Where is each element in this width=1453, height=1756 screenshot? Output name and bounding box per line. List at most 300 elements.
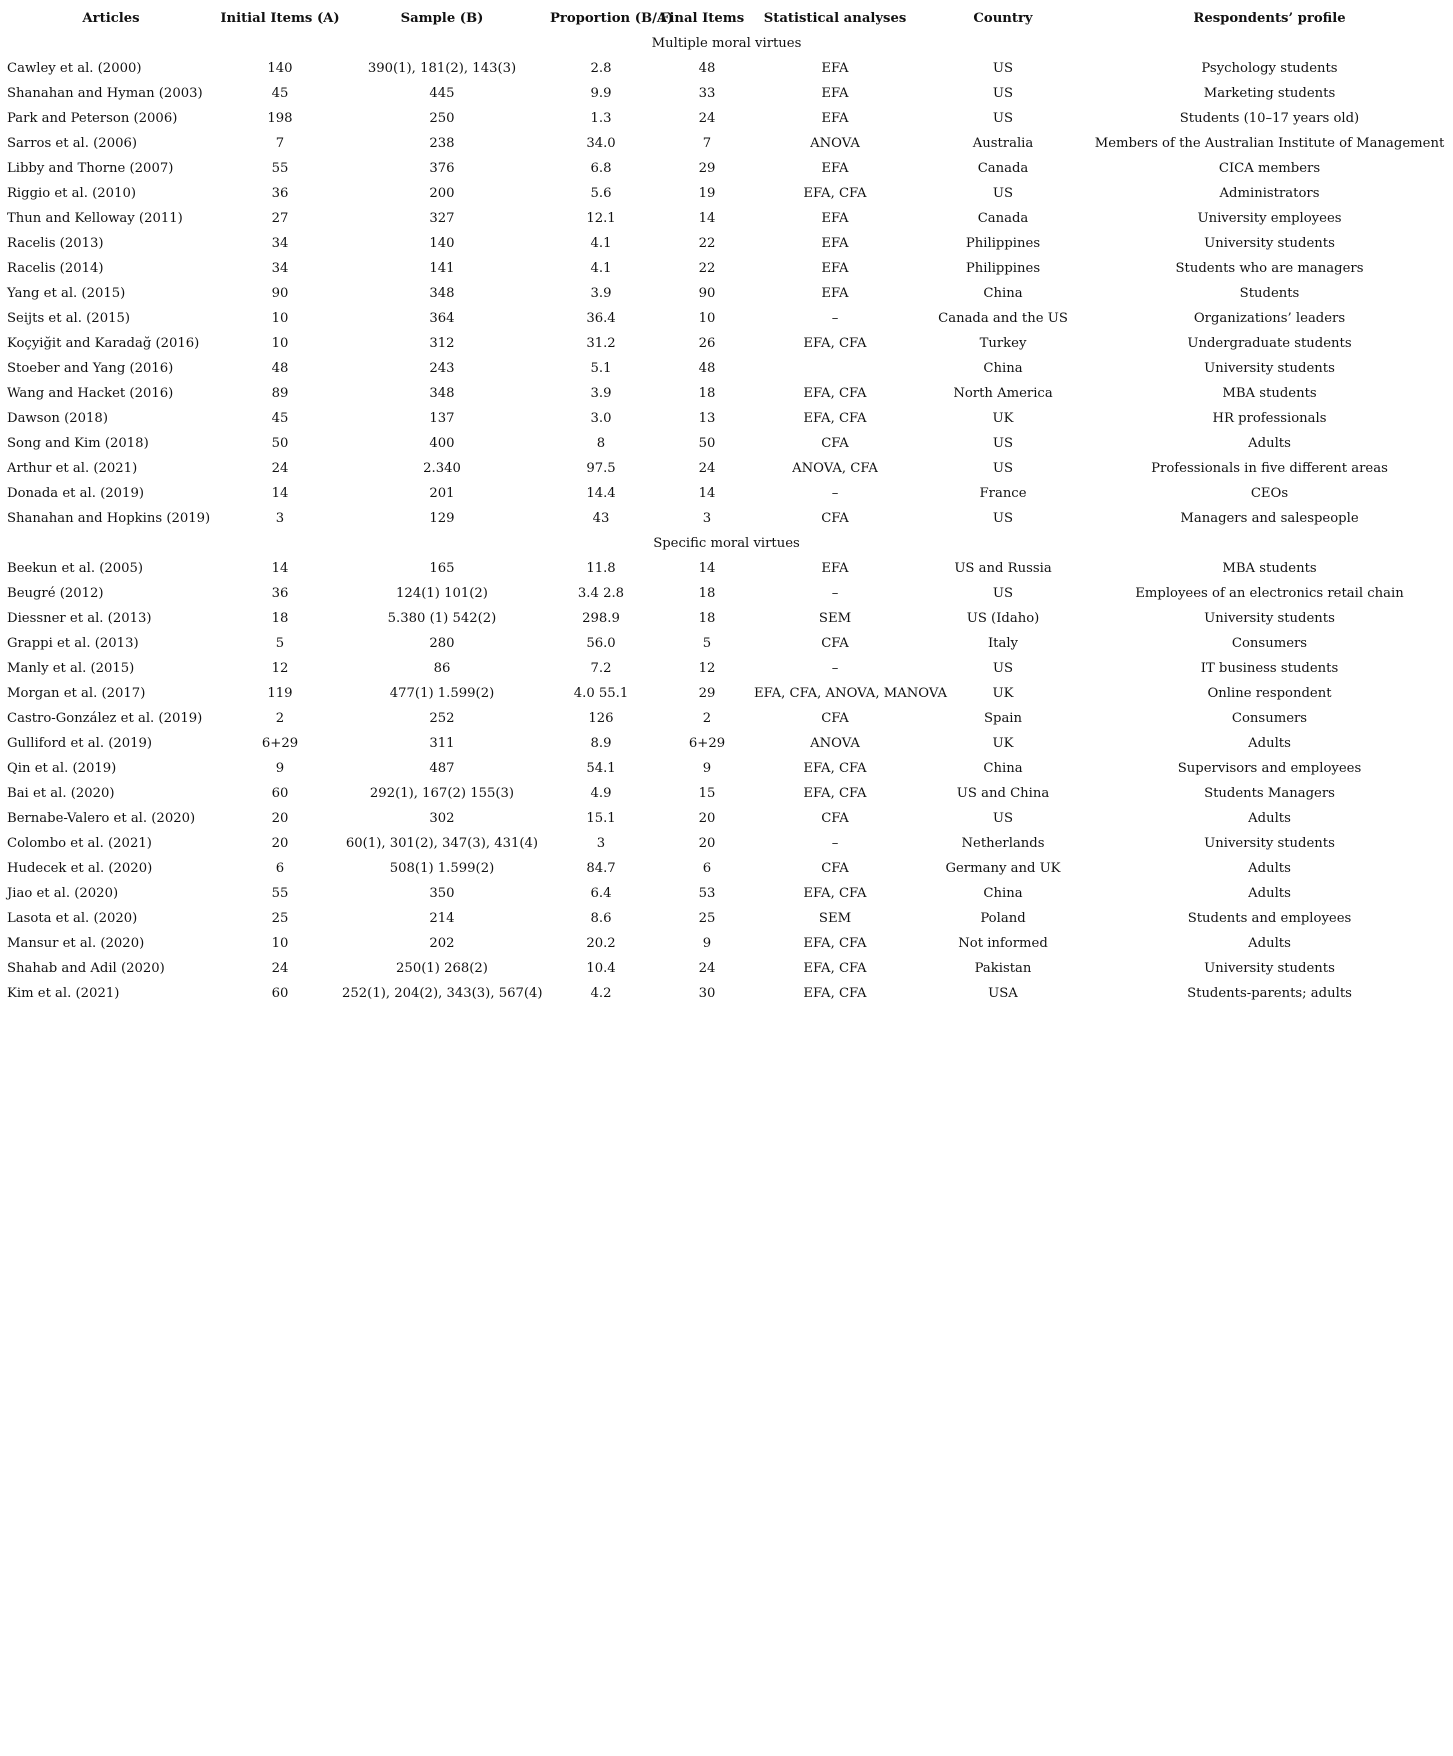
statistical-analyses-cell: EFA, CFA (803, 336, 867, 351)
proportion-cell: 6.4 (590, 886, 612, 901)
statistical-analyses-cell: – (831, 311, 839, 326)
respondents-profile-cell: Adults (1248, 811, 1291, 826)
article-cell: Sarros et al. (2006) (7, 136, 138, 151)
table-row (4, 881, 1449, 906)
initial-items-cell: 48 (271, 361, 289, 376)
sample-cell: 250(1) 268(2) (396, 961, 488, 976)
final-items-cell: 12 (698, 661, 716, 676)
initial-items-cell: 60 (271, 986, 289, 1001)
sample-cell: 376 (429, 161, 455, 176)
respondents-profile-cell: IT business students (1200, 661, 1339, 676)
proportion-cell: 8 (596, 436, 606, 451)
table-row (4, 581, 1449, 606)
final-items-cell: 90 (698, 286, 716, 301)
initial-items-cell: 34 (271, 236, 289, 251)
respondents-profile-cell: Administrators (1219, 186, 1320, 201)
respondents-profile-cell: Professionals in five different areas (1151, 461, 1388, 476)
proportion-cell: 8.6 (590, 911, 612, 926)
table-row (4, 906, 1449, 931)
statistical-analyses-cell: EFA, CFA (803, 761, 867, 776)
country-cell: US (992, 186, 1014, 201)
proportion-cell: 3.9 (590, 386, 612, 401)
final-items-cell: 14 (698, 486, 716, 501)
respondents-profile-cell: Psychology students (1201, 61, 1338, 76)
table-row (4, 756, 1449, 781)
table-row (4, 681, 1449, 706)
country-cell: Philippines (965, 261, 1041, 276)
sample-cell: 2.340 (423, 461, 461, 476)
section-header-row (4, 531, 1449, 556)
initial-items-cell: 90 (271, 286, 289, 301)
statistical-analyses-cell: EFA, CFA, ANOVA, MANOVA (754, 686, 948, 701)
sample-cell: 252 (429, 711, 455, 726)
sample-cell: 445 (429, 86, 455, 101)
country-cell: Philippines (965, 236, 1041, 251)
proportion-cell: 4.2 (590, 986, 612, 1001)
initial-items-cell: 9 (275, 761, 285, 776)
respondents-profile-cell: MBA students (1222, 386, 1317, 401)
table-row (4, 181, 1449, 206)
table-row (4, 156, 1449, 181)
article-cell: Koçyiğit and Karadağ (2016) (7, 336, 200, 351)
proportion-cell: 12.1 (586, 211, 616, 226)
country-cell: China (983, 886, 1023, 901)
respondents-profile-cell: Adults (1248, 936, 1291, 951)
final-items-cell: 9 (702, 761, 712, 776)
article-cell: Qin et al. (2019) (7, 761, 117, 776)
proportion-cell: 4.0 55.1 (573, 686, 629, 701)
country-cell: China (983, 361, 1023, 376)
header-proportion: Proportion (B/A) (550, 11, 674, 26)
initial-items-cell: 50 (271, 436, 289, 451)
proportion-cell: 3.0 (590, 411, 612, 426)
final-items-cell: 22 (698, 261, 716, 276)
table-row (4, 206, 1449, 231)
initial-items-cell: 45 (271, 86, 289, 101)
initial-items-cell: 45 (271, 411, 289, 426)
statistical-analyses-cell: EFA (821, 111, 849, 126)
article-cell: Libby and Thorne (2007) (7, 161, 174, 176)
sample-cell: 302 (429, 811, 455, 826)
table-row (4, 706, 1449, 731)
sample-cell: 124(1) 101(2) (396, 586, 488, 601)
initial-items-cell: 198 (267, 111, 293, 126)
proportion-cell: 3.9 (590, 286, 612, 301)
proportion-cell: 31.2 (586, 336, 616, 351)
respondents-profile-cell: Adults (1248, 861, 1291, 876)
article-cell: Beugré (2012) (7, 586, 104, 601)
article-cell: Park and Peterson (2006) (7, 111, 178, 126)
sample-cell: 508(1) 1.599(2) (389, 861, 495, 876)
sample-cell: 312 (429, 336, 455, 351)
respondents-profile-cell: Students and employees (1187, 911, 1352, 926)
sample-cell: 364 (429, 311, 455, 326)
article-cell: Stoeber and Yang (2016) (7, 361, 174, 376)
respondents-profile-cell: University employees (1197, 211, 1342, 226)
article-cell: Wang and Hacket (2016) (7, 386, 174, 401)
table-row (4, 806, 1449, 831)
country-cell: US (992, 511, 1014, 526)
sample-cell: 202 (429, 936, 455, 951)
initial-items-cell: 10 (271, 936, 289, 951)
country-cell: UK (992, 736, 1014, 751)
proportion-cell: 5.6 (590, 186, 612, 201)
final-items-cell: 29 (698, 161, 716, 176)
table-row (4, 556, 1449, 581)
final-items-cell: 22 (698, 236, 716, 251)
final-items-cell: 15 (698, 786, 716, 801)
proportion-cell: 43 (592, 511, 610, 526)
table-row (4, 406, 1449, 431)
initial-items-cell: 7 (275, 136, 285, 151)
respondents-profile-cell: Marketing students (1203, 86, 1336, 101)
table-row (4, 356, 1449, 381)
proportion-cell: 3 (596, 836, 606, 851)
statistical-analyses-cell: – (831, 836, 839, 851)
final-items-cell: 29 (698, 686, 716, 701)
statistical-analyses-cell: – (831, 486, 839, 501)
statistical-analyses-cell: CFA (821, 636, 849, 651)
proportion-cell: 2.8 (590, 61, 612, 76)
statistical-analyses-cell: EFA (821, 211, 849, 226)
respondents-profile-cell: Students Managers (1204, 786, 1335, 801)
table-row (4, 456, 1449, 481)
table-row (4, 931, 1449, 956)
initial-items-cell: 27 (271, 211, 289, 226)
respondents-profile-cell: University students (1204, 236, 1335, 251)
country-cell: China (983, 286, 1023, 301)
country-cell: Turkey (979, 336, 1027, 351)
final-items-cell: 5 (702, 636, 712, 651)
table-row (4, 981, 1449, 1006)
final-items-cell: 25 (698, 911, 716, 926)
country-cell: Netherlands (961, 836, 1045, 851)
statistical-analyses-cell: EFA, CFA (803, 986, 867, 1001)
initial-items-cell: 55 (271, 886, 289, 901)
sample-cell: 280 (429, 636, 455, 651)
sample-cell: 250 (429, 111, 455, 126)
table-row (4, 231, 1449, 256)
initial-items-cell: 10 (271, 336, 289, 351)
final-items-cell: 20 (698, 811, 716, 826)
proportion-cell: 1.3 (590, 111, 612, 126)
statistical-analyses-cell: ANOVA, CFA (792, 461, 878, 476)
statistical-analyses-cell: EFA, CFA (803, 961, 867, 976)
sample-cell: 141 (429, 261, 455, 276)
table-row (4, 256, 1449, 281)
country-cell: Poland (980, 911, 1026, 926)
sample-cell: 348 (429, 286, 455, 301)
sample-cell: 200 (429, 186, 455, 201)
country-cell: US and Russia (954, 561, 1052, 576)
statistical-analyses-cell: EFA (821, 236, 849, 251)
initial-items-cell: 119 (267, 686, 293, 701)
initial-items-cell: 20 (271, 811, 289, 826)
header-country: Country (973, 11, 1033, 26)
statistical-analyses-cell: SEM (818, 911, 852, 926)
final-items-cell: 50 (698, 436, 716, 451)
country-cell: Canada (977, 161, 1029, 176)
proportion-cell: 5.1 (590, 361, 612, 376)
initial-items-cell: 6+29 (261, 736, 299, 751)
proportion-cell: 15.1 (586, 811, 616, 826)
article-cell: Arthur et al. (2021) (7, 461, 138, 476)
respondents-profile-cell: Adults (1248, 436, 1291, 451)
article-cell: Riggio et al. (2010) (7, 186, 136, 201)
respondents-profile-cell: Employees of an electronics retail chain (1135, 586, 1404, 601)
initial-items-cell: 24 (271, 961, 289, 976)
statistical-analyses-cell: EFA (821, 561, 849, 576)
country-cell: UK (992, 411, 1014, 426)
proportion-cell: 56.0 (586, 636, 616, 651)
country-cell: US (992, 436, 1014, 451)
initial-items-cell: 89 (271, 386, 289, 401)
statistical-analyses-cell: – (831, 661, 839, 676)
final-items-cell: 2 (702, 711, 712, 726)
statistical-analyses-cell: SEM (818, 611, 852, 626)
statistical-analyses-cell: CFA (821, 811, 849, 826)
table-row (4, 656, 1449, 681)
country-cell: US (992, 86, 1014, 101)
article-cell: Hudecek et al. (2020) (7, 861, 153, 876)
article-cell: Cawley et al. (2000) (7, 61, 142, 76)
table-row (4, 481, 1449, 506)
header-final-items: Final Items (660, 11, 745, 26)
sample-cell: 252(1), 204(2), 343(3), 567(4) (342, 986, 543, 1001)
proportion-cell: 84.7 (586, 861, 616, 876)
respondents-profile-cell: Consumers (1231, 711, 1308, 726)
statistical-analyses-cell: CFA (821, 436, 849, 451)
sample-cell: 477(1) 1.599(2) (389, 686, 495, 701)
proportion-cell: 298.9 (582, 611, 620, 626)
country-cell: Australia (972, 136, 1034, 151)
country-cell: US (992, 111, 1014, 126)
final-items-cell: 10 (698, 311, 716, 326)
initial-items-cell: 25 (271, 911, 289, 926)
statistical-analyses-cell: EFA, CFA (803, 786, 867, 801)
respondents-profile-cell: MBA students (1222, 561, 1317, 576)
table-row (4, 131, 1449, 156)
statistical-analyses-cell: ANOVA (810, 736, 860, 751)
article-cell: Dawson (2018) (7, 411, 108, 426)
statistical-analyses-cell: EFA (821, 61, 849, 76)
article-cell: Manly et al. (2015) (7, 661, 135, 676)
article-cell: Shanahan and Hyman (2003) (7, 86, 203, 101)
respondents-profile-cell: CEOs (1250, 486, 1289, 501)
table-row (4, 506, 1449, 531)
proportion-cell: 9.9 (590, 86, 612, 101)
initial-items-cell: 6 (275, 861, 285, 876)
country-cell: US (992, 586, 1014, 601)
sample-cell: 292(1), 167(2) 155(3) (369, 786, 515, 801)
header-initial-items: Initial Items (A) (220, 11, 340, 26)
country-cell: Not informed (958, 936, 1048, 951)
statistical-analyses-cell: CFA (821, 711, 849, 726)
proportion-cell: 34.0 (586, 136, 616, 151)
header-articles: Articles (82, 11, 140, 26)
section-title: Multiple moral virtues (651, 36, 802, 51)
article-cell: Yang et al. (2015) (7, 286, 126, 301)
article-cell: Racelis (2014) (7, 261, 104, 276)
country-cell: US (992, 61, 1014, 76)
country-cell: North America (953, 386, 1053, 401)
article-cell: Lasota et al. (2020) (7, 911, 138, 926)
country-cell: Canada and the US (938, 311, 1068, 326)
section-header-row (4, 31, 1449, 56)
sample-cell: 238 (429, 136, 455, 151)
section-title: Specific moral virtues (653, 536, 800, 551)
final-items-cell: 6 (702, 861, 712, 876)
respondents-profile-cell: Students-parents; adults (1187, 986, 1352, 1001)
table-header-row (4, 6, 1449, 31)
statistical-analyses-cell: EFA, CFA (803, 886, 867, 901)
article-cell: Grappi et al. (2013) (7, 636, 139, 651)
sample-cell: 327 (429, 211, 455, 226)
country-cell: US (992, 661, 1014, 676)
statistical-analyses-cell (754, 356, 916, 381)
header-respondents-profile: Respondents’ profile (1193, 11, 1346, 26)
statistical-analyses-cell: EFA (821, 161, 849, 176)
proportion-cell: 20.2 (586, 936, 616, 951)
respondents-profile-cell: University students (1204, 961, 1335, 976)
table-row (4, 831, 1449, 856)
proportion-cell: 11.8 (586, 561, 616, 576)
sample-cell: 243 (429, 361, 455, 376)
final-items-cell: 24 (698, 461, 716, 476)
final-items-cell: 13 (698, 411, 716, 426)
table-row (4, 781, 1449, 806)
table-row (4, 431, 1449, 456)
proportion-cell: 4.1 (590, 261, 612, 276)
article-cell: Colombo et al. (2021) (7, 836, 152, 851)
sample-cell: 165 (429, 561, 455, 576)
final-items-cell: 48 (698, 61, 716, 76)
country-cell: China (983, 761, 1023, 776)
country-cell: US (992, 461, 1014, 476)
initial-items-cell: 3 (275, 511, 285, 526)
table-row (4, 856, 1449, 881)
initial-items-cell: 55 (271, 161, 289, 176)
statistical-analyses-cell: ANOVA (810, 136, 860, 151)
final-items-cell: 14 (698, 561, 716, 576)
initial-items-cell: 12 (271, 661, 289, 676)
final-items-cell: 20 (698, 836, 716, 851)
final-items-cell: 48 (698, 361, 716, 376)
statistical-analyses-cell: EFA, CFA (803, 186, 867, 201)
proportion-cell: 7.2 (590, 661, 612, 676)
table-row (4, 631, 1449, 656)
final-items-cell: 18 (698, 586, 716, 601)
final-items-cell: 53 (698, 886, 716, 901)
sample-cell: 390(1), 181(2), 143(3) (367, 61, 517, 76)
table-row (4, 606, 1449, 631)
sample-cell: 86 (433, 661, 451, 676)
initial-items-cell: 34 (271, 261, 289, 276)
proportion-cell: 3.4 2.8 (577, 586, 625, 601)
initial-items-cell: 5 (275, 636, 285, 651)
respondents-profile-cell: Supervisors and employees (1177, 761, 1362, 776)
initial-items-cell: 14 (271, 561, 289, 576)
article-cell: Castro-González et al. (2019) (7, 711, 203, 726)
article-cell: Shahab and Adil (2020) (7, 961, 165, 976)
respondents-profile-cell: HR professionals (1212, 411, 1327, 426)
table-row (4, 56, 1449, 81)
respondents-profile-cell: Adults (1248, 886, 1291, 901)
proportion-cell: 4.9 (590, 786, 612, 801)
proportion-cell: 36.4 (586, 311, 616, 326)
table-row (4, 306, 1449, 331)
moral-virtues-table (4, 6, 1449, 1006)
article-cell: Bernabe-Valero et al. (2020) (7, 811, 196, 826)
final-items-cell: 33 (698, 86, 716, 101)
proportion-cell: 126 (588, 711, 614, 726)
final-items-cell: 7 (702, 136, 712, 151)
article-cell: Seijts et al. (2015) (7, 311, 131, 326)
final-items-cell: 18 (698, 611, 716, 626)
respondents-profile-cell: University students (1204, 361, 1335, 376)
sample-cell: 311 (429, 736, 455, 751)
final-items-cell: 30 (698, 986, 716, 1001)
respondents-profile-cell: Adults (1248, 736, 1291, 751)
statistical-analyses-cell: EFA (821, 86, 849, 101)
respondents-profile-cell: Students (10–17 years old) (1179, 111, 1360, 126)
initial-items-cell: 36 (271, 186, 289, 201)
article-cell: Bai et al. (2020) (7, 786, 115, 801)
respondents-profile-cell: Undergraduate students (1187, 336, 1352, 351)
article-cell: Beekun et al. (2005) (7, 561, 144, 576)
respondents-profile-cell: University students (1204, 836, 1335, 851)
header-statistical-analyses: Statistical analyses (763, 11, 907, 26)
table-row (4, 281, 1449, 306)
statistical-analyses-cell: EFA, CFA (803, 386, 867, 401)
sample-cell: 129 (429, 511, 455, 526)
respondents-profile-cell: Consumers (1231, 636, 1308, 651)
respondents-profile-cell: Online respondent (1207, 686, 1332, 701)
final-items-cell: 9 (702, 936, 712, 951)
statistical-analyses-cell: – (831, 586, 839, 601)
country-cell: US (992, 811, 1014, 826)
header-sample: Sample (B) (400, 11, 484, 26)
table-row (4, 956, 1449, 981)
country-cell: UK (992, 686, 1014, 701)
article-cell: Racelis (2013) (7, 236, 104, 251)
table-row (4, 331, 1449, 356)
article-cell: Shanahan and Hopkins (2019) (7, 511, 211, 526)
sample-cell: 60(1), 301(2), 347(3), 431(4) (345, 836, 539, 851)
article-cell: Morgan et al. (2017) (7, 686, 146, 701)
sample-cell: 487 (429, 761, 455, 776)
table-body (4, 31, 1449, 1006)
respondents-profile-cell: Organizations’ leaders (1193, 311, 1346, 326)
initial-items-cell: 14 (271, 486, 289, 501)
sample-cell: 350 (429, 886, 455, 901)
final-items-cell: 14 (698, 211, 716, 226)
country-cell: Germany and UK (945, 861, 1061, 876)
country-cell: Spain (983, 711, 1023, 726)
statistical-analyses-cell: EFA (821, 286, 849, 301)
country-cell: USA (988, 986, 1018, 1001)
article-cell: Gulliford et al. (2019) (7, 736, 153, 751)
proportion-cell: 14.4 (586, 486, 616, 501)
initial-items-cell: 36 (271, 586, 289, 601)
respondents-profile-cell: University students (1204, 611, 1335, 626)
country-cell: France (979, 486, 1027, 501)
statistical-analyses-cell: EFA (821, 261, 849, 276)
statistical-analyses-cell: CFA (821, 861, 849, 876)
initial-items-cell: 24 (271, 461, 289, 476)
initial-items-cell: 18 (271, 611, 289, 626)
initial-items-cell: 20 (271, 836, 289, 851)
